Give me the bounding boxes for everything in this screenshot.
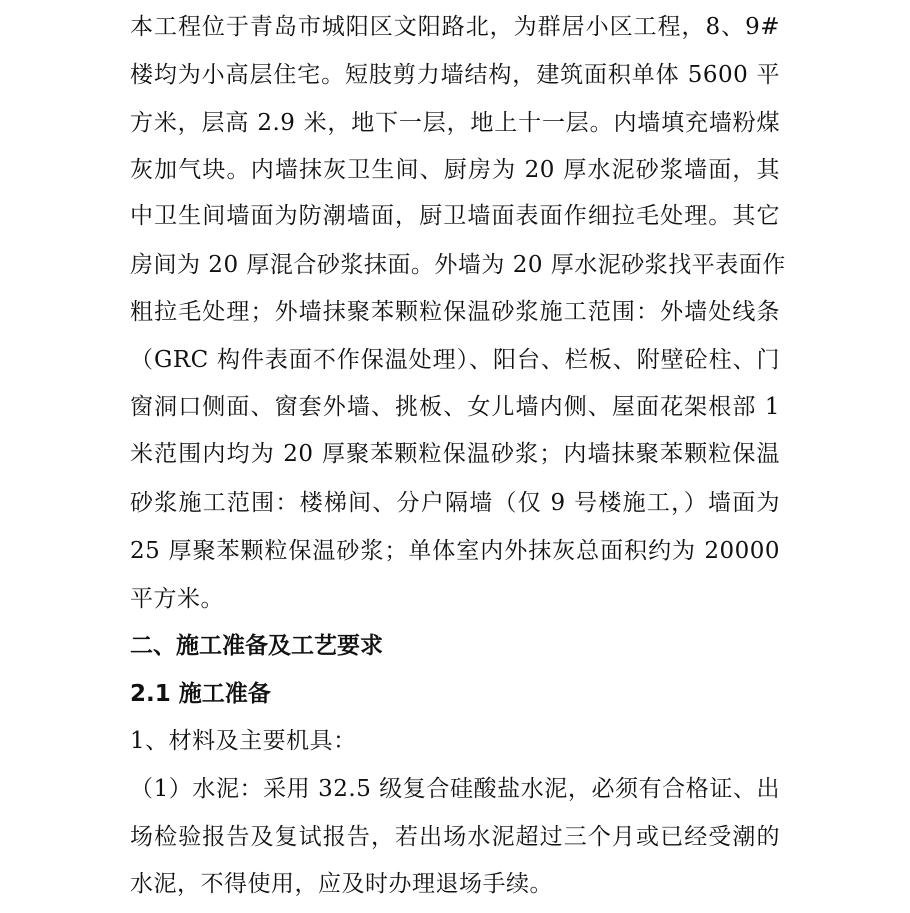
paragraph-line: 灰加气块。内墙抹灰卫生间、厨房为 20 厚水泥砂浆墙面，其 xyxy=(130,157,780,183)
paragraph-line: 本工程位于青岛市城阳区文阳路北，为群居小区工程，8、9# xyxy=(130,14,780,40)
item-line: （1）水泥：采用 32.5 级复合硅酸盐水泥，必须有合格证、出 xyxy=(130,776,780,802)
item-line: 场检验报告及复试报告，若出场水泥超过三个月或已经受潮的 xyxy=(130,824,780,850)
paragraph-line: 房间为 20 厚混合砂浆抹面。外墙为 20 厚水泥砂浆找平表面作 xyxy=(130,252,786,278)
paragraph-line: 中卫生间墙面为防潮墙面，厨卫墙面表面作细拉毛处理。其它 xyxy=(130,203,780,229)
item-heading: 1、材料及主要机具： xyxy=(130,728,357,754)
paragraph-line: 窗洞口侧面、窗套外墙、挑板、女儿墙内侧、屋面花架根部 1 xyxy=(130,394,780,420)
paragraph-line: 方米，层高 2.9 米，地下一层，地上十一层。内墙填充墙粉煤 xyxy=(130,110,780,136)
section-heading: 二、施工准备及工艺要求 xyxy=(130,633,383,659)
paragraph-line: 楼均为小高层住宅。短肢剪力墙结构，建筑面积单体 5600 平 xyxy=(130,62,780,88)
paragraph-line: （GRC 构件表面不作保温处理）、阳台、栏板、附壁砼柱、门 xyxy=(130,347,780,373)
paragraph-line: 25 厚聚苯颗粒保温砂浆；单体室内外抹灰总面积约为 20000 xyxy=(130,538,780,564)
item-line: 水泥，不得使用，应及时办理退场手续。 xyxy=(130,871,553,897)
paragraph-line: 粗拉毛处理；外墙抹聚苯颗粒保温砂浆施工范围：外墙处线条 xyxy=(130,299,780,325)
paragraph-line: 平方米。 xyxy=(130,586,224,612)
subsection-heading: 2.1 施工准备 xyxy=(130,681,271,707)
paragraph-line: 砂浆施工范围：楼梯间、分户隔墙（仅 9 号楼施工，）墙面为 xyxy=(130,490,780,516)
paragraph-line: 米范围内均为 20 厚聚苯颗粒保温砂浆；内墙抹聚苯颗粒保温 xyxy=(130,441,780,467)
